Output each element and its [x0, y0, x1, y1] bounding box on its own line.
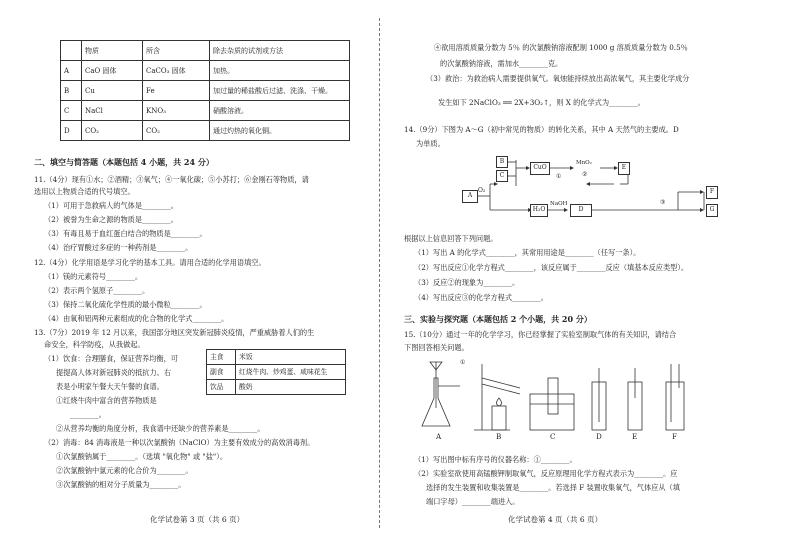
table-cell: 副食 — [207, 365, 236, 380]
table-row — [61, 101, 350, 121]
q13-stem: 13.（7分）2019 年 12 月以来，我国部分地区突发新冠肺炎疫情，严重威胁着人们的生 — [34, 328, 315, 337]
q12-stem: 12.（4分）化学用语是学习化学的基本工具。请用合适的化学用语填空。 — [34, 258, 266, 267]
conversion-diagram — [460, 152, 730, 222]
q14-text: 根据以上信息回答下列问题。 — [404, 234, 498, 243]
table-cell: 主食 — [207, 350, 236, 365]
label-naoh: NaOH — [550, 201, 568, 207]
table-row — [207, 365, 346, 380]
q15-item: （1）写出图中标有序号的仪器名称：①________。 — [414, 455, 577, 464]
bottle-f — [666, 382, 684, 430]
table-cell: Cu — [82, 81, 143, 101]
menu-table — [206, 349, 346, 395]
q13-item: 的次氯酸钠溶液，需加水________克。 — [440, 59, 563, 68]
table-cell: 通过灼热的氧化铜。 — [210, 121, 350, 141]
node-f: F — [706, 186, 718, 199]
q13-stem: 命安全，科学防疫，从我做起。 — [44, 340, 145, 349]
apparatus-label: F — [672, 432, 677, 441]
arrow-head — [494, 182, 498, 186]
arrow-head — [586, 182, 590, 186]
q12-item: （2）表示两个氢原子________。 — [44, 286, 150, 295]
table-cell: 加过量的稀盐酸后过滤、洗涤、干燥。 — [210, 81, 350, 101]
q12-item: （1）镁的元素符号________。 — [44, 272, 143, 281]
node-d: D — [570, 204, 592, 217]
q13-text: （2）消毒：84 消毒液是一种以次氯酸钠（NaClO）为主要有效成分的高效消毒剂。 — [44, 438, 315, 447]
table-row — [207, 350, 346, 365]
table-row — [61, 81, 350, 101]
q11-stem: 11.（4分）现有①水；②酒精；③氧气；④一氧化碳；⑤小苏打；⑥金刚石等物质，请 — [34, 175, 309, 184]
q14-item: （4）写出反应③的化学方程式________。 — [414, 293, 548, 302]
q11-item: （3）有毒且易于血红蛋白结合的物质是________。 — [44, 229, 207, 238]
apparatus-label: E — [632, 432, 638, 441]
reaction-3: ③ — [660, 199, 666, 206]
apparatus-label: A — [436, 432, 442, 441]
table-cell — [61, 41, 82, 61]
q13-text: ①红烧牛肉中富含的营养物质是 — [56, 396, 157, 405]
node-h2o: H₂O — [530, 204, 548, 217]
table-cell: CaCO₃ 固体 — [143, 61, 210, 81]
table-row — [61, 41, 350, 61]
q14-stem: 为单质。 — [416, 139, 445, 148]
q15-stem: 下图回答相关问题。 — [404, 343, 469, 352]
q13-text: 提提高人体对新冠肺炎的抵抗力。右 — [56, 368, 172, 377]
table-cell: CO₂ — [143, 121, 210, 141]
table-cell: A — [61, 61, 82, 81]
table-cell: 酸奶 — [236, 380, 346, 395]
node-b: B — [496, 156, 508, 168]
q13-text: ________。 — [70, 410, 106, 419]
footer-right: 化学试卷第 4 页（共 6 页） — [508, 515, 603, 524]
q14-item: （2）写出反应①化学方程式________，该反应属于________反应（填基本反应类型）。 — [414, 263, 689, 272]
node-a: A — [462, 190, 478, 203]
trough-c — [530, 394, 574, 430]
table-row — [207, 380, 346, 395]
q13-item: ①次氯酸钠属于________。（选填 "氧化物" 或 "盐"）。 — [56, 452, 228, 461]
page-divider — [379, 18, 380, 528]
burner-b — [492, 406, 506, 430]
label-o2: O₂ — [478, 187, 486, 194]
table-cell: CaO 固体 — [82, 61, 143, 81]
q12-item: （3）保持二氧化硫化学性质的最小微粒________。 — [44, 300, 207, 309]
q13-text: 表是小明家午餐大天午餐的食谱。 — [56, 382, 164, 391]
table-cell: D — [61, 121, 82, 141]
node-e: E — [618, 162, 630, 175]
table-cell: 红烧牛肉、炒鸡蛋、咸味花生 — [236, 365, 346, 380]
table-cell: 硝酸溶液。 — [210, 101, 350, 121]
arrow-head — [700, 208, 704, 212]
q14-item: （3）反应②的现象为________。 — [414, 278, 520, 287]
node-cuo: CuO — [530, 162, 550, 175]
table-header: 物质 — [82, 41, 143, 61]
footer-left: 化学试卷第 3 页（共 6 页） — [150, 515, 245, 524]
q13-item: 发生如下 2NaClO₃ ══ 2X+3O₂↑，则 X 的化学式为________。 — [438, 98, 645, 107]
q13-text: （1）饮食：合理膳食，保证营养均衡，可 — [44, 354, 178, 363]
table-cell: B — [61, 81, 82, 101]
arrow-head — [570, 166, 574, 170]
q13-item: ③次氯酸钠的相对分子质量为________。 — [56, 480, 186, 489]
reaction-1: ① — [556, 173, 562, 180]
section-3-title: 三、实验与探究题（本题包括 2 个小题，共 20 分） — [404, 314, 592, 324]
table-cell: KNO₃ — [143, 101, 210, 121]
q13-text: ②从营养均衡的角度分析，我食谱中还缺少的营养素是________。 — [56, 424, 265, 433]
table-row — [61, 61, 350, 81]
test-tube-b — [482, 378, 520, 388]
q13-item: ②次氯酸钠中氯元素的化合价为________。 — [56, 466, 193, 475]
q11-stem: 选用以上物质合适的代号填空。 — [34, 187, 135, 196]
table-cell: C — [61, 101, 82, 121]
table-cell: CO₂ — [82, 121, 143, 141]
flame-icon — [497, 398, 502, 406]
apparatus-label: B — [496, 432, 502, 441]
table-cell: Fe — [143, 81, 210, 101]
node-g: G — [706, 204, 718, 217]
q15-item: （2）实验室欲使用高锰酸钾制取氧气，反应原理用化学方程式表示为________。应 — [414, 469, 678, 478]
apparatus-label: C — [550, 432, 556, 441]
arrow-head — [700, 190, 704, 194]
q15-item: 选择的发生装置和收集装置是________。若选择 F 装置收集氧气，气体应从（填 — [426, 483, 680, 492]
table-header: 除去杂质的试剂或方法 — [210, 41, 350, 61]
table-row — [61, 121, 350, 141]
table-header: 所含 — [143, 41, 210, 61]
table-cell: 加热。 — [210, 61, 350, 81]
q15-item: 端口字母）________端进入。 — [426, 497, 520, 506]
section-2-title: 二、填空与简答题（本题包括 4 小题，共 24 分） — [34, 157, 214, 167]
q11-item: （4）治疗胃酸过多症的一种药剂是________。 — [44, 243, 193, 252]
q13-item: （3）救治：为救治病人需要提供氧气。氧烛能持续放出高浓氧气，其主要化学成分 — [426, 74, 690, 83]
label-mno2: MnO₂ — [576, 160, 592, 166]
reaction-2: ② — [582, 171, 588, 178]
table-cell: 饮品 — [207, 380, 236, 395]
q13-item: ④欲用溶质质量分数为 5％ 的次氯酸钠溶液配制 1000 g 溶质质量分数为 0.5％ — [434, 43, 688, 52]
q15-stem: 15.（10分）通过一年的化学学习，你已经掌握了实验室制取气体的有关知识，请结合 — [404, 330, 677, 339]
test-tube-b — [482, 384, 520, 394]
node-c: C — [496, 170, 508, 182]
q12-item: （4）由氧和铝两种元素组成的化合物的化学式________。 — [44, 314, 229, 323]
gas-jar-c — [548, 378, 558, 414]
q14-stem: 14.（9分）下图为 A～G（初中常见的物质）的转化关系，其中 A 天然气的主要成。D — [404, 125, 679, 134]
num-1-label: ① — [460, 359, 466, 366]
impurity-table — [60, 40, 350, 141]
table-cell: 米饭 — [236, 350, 346, 365]
table-cell: NaCl — [82, 101, 143, 121]
q11-item: （1）可用于急救病人的气体是________。 — [44, 201, 178, 210]
apparatus-label: D — [596, 432, 602, 441]
q14-item: （1）写出 A 的化学式________，其常用用途是________（任写一条）。 — [414, 248, 641, 257]
q11-item: （2）被誉为生命之源的物质是________。 — [44, 215, 178, 224]
